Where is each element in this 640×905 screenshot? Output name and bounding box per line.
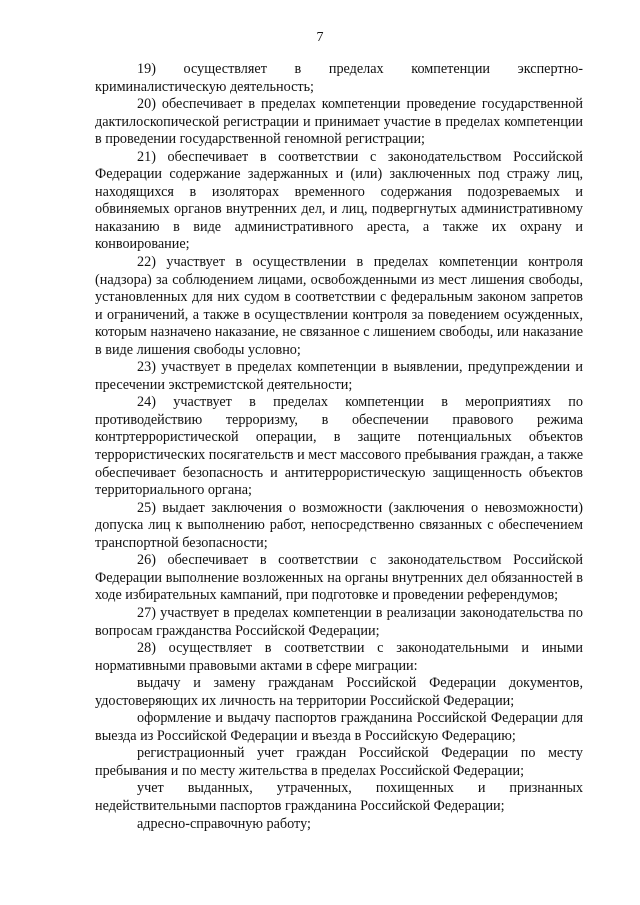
page-number: 7 [316, 30, 324, 45]
paragraph-27: 27) участвует в пределах компетенции в реализации законодательства по вопросам гражданства Российской Федерации; [95, 604, 583, 639]
paragraph-24: 24) участвует в пределах компетенции в мероприятиях по противодействию терроризму, в обеспечении правового режима контртеррористической операции, в защите потенциальных объектов террористических посягательств и мест массового пребывания граждан, а также обеспечивает безопасность и антитеррористическую защищенность объектов территориального органа; [95, 394, 583, 499]
paragraph-28-item-documents: выдачу и замену гражданам Российской Федерации документов, удостоверяющих их личность на территории Российской Федерации; [95, 675, 583, 709]
paragraph-21: 21) обеспечивает в соответствии с законодательством Российской Федерации содержание задержанных и (или) заключенных под стражу лиц, находящихся в изоляторах временного содержания подозреваемых и обвиняемых органов внутренних дел, и лиц, подвергнутых административному наказанию в виде административного ареста, а также их охрану и конвоирование; [95, 148, 583, 253]
paragraph-19: 19) осуществляет в пределах компетенции экспертно-криминалистическую деятельность; [95, 61, 583, 95]
document-body [95, 61, 583, 833]
paragraph-28: 28) осуществляет в соответствии с законодательными и иными нормативными правовыми актами в сфере миграции: [95, 640, 583, 674]
paragraph-28-item-registration: регистрационный учет граждан Российской Федерации по месту пребывания и по месту жительства в пределах Российской Федерации; [95, 745, 583, 779]
paragraph-23: 23) участвует в пределах компетенции в выявлении, предупреждении и пресечении экстремистской деятельности; [95, 359, 583, 393]
paragraph-28-item-passports: оформление и выдачу паспортов гражданина Российской Федерации для выезда из Российской Федерации и въезда в Российскую Федерацию; [95, 710, 583, 744]
paragraph-20: 20) обеспечивает в пределах компетенции проведение государственной дактилоскопической регистрации и принимает участие в пределах компетенции в проведении государственной геномной регистрации; [95, 96, 583, 148]
paragraph-26: 26) обеспечивает в соответствии с законодательством Российской Федерации выполнение возложенных на органы внутренних дел обязанностей в ходе избирательных кампаний, при подготовке и проведении референдумов; [95, 552, 583, 604]
paragraph-28-item-address-work: адресно-справочную работу; [137, 815, 311, 832]
paragraph-25: 25) выдает заключения о возможности (заключения о невозможности) допуска лиц к выполнению работ, непосредственно связанных с обеспечением транспортной безопасности; [95, 499, 583, 551]
paragraph-22: 22) участвует в осуществлении в пределах компетенции контроля (надзора) за соблюдением лицами, освобожденными из мест лишения свободы, установленных для них судом в соответствии с федеральным законом запретов и ограничений, а также в осуществлении контроля за поведением осужденных, которым назначено наказание, не связанное с лишением свободы, или наказание в виде лишения свободы условно; [95, 254, 583, 358]
paragraph-28-item-accounting: учет выданных, утраченных, похищенных и признанных недействительными паспортов гражданина Российской Федерации; [95, 780, 583, 814]
